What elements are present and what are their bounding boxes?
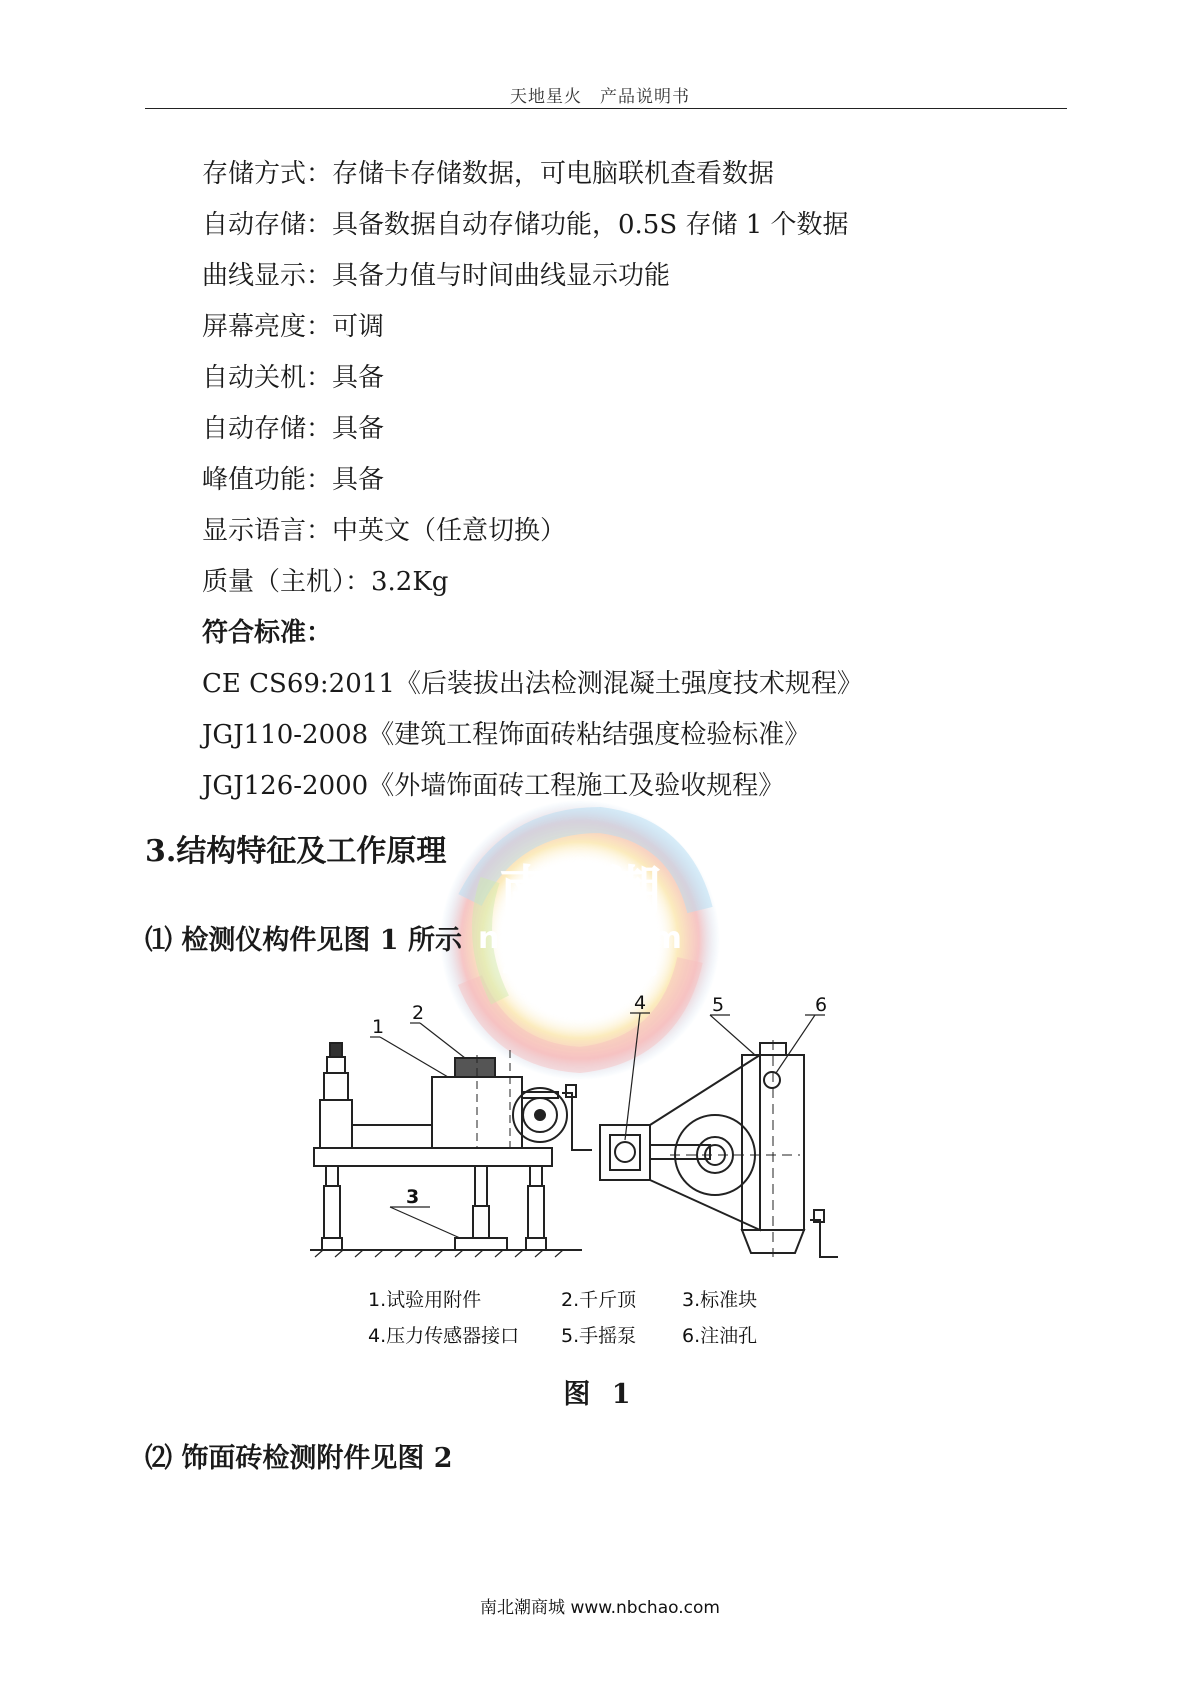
standards-heading: 符合标准： — [202, 618, 333, 648]
legend-item: 2.千斤顶 — [561, 1289, 637, 1311]
legend-item: 1.试验用附件 — [368, 1289, 482, 1311]
spec-line: 自动存储：具备 — [202, 414, 385, 444]
standard-item: JGJ110-2008《建筑工程饰面砖粘结强度检验标准》 — [202, 720, 811, 750]
page-footer: 南北潮商城 www.nbchao.com — [480, 1598, 720, 1618]
legend-item: 3.标准块 — [682, 1289, 758, 1311]
watermark-brand: 南北潮 — [499, 860, 661, 923]
spec-line: 质量（主机）：3.2Kg — [202, 567, 449, 597]
figure-1-legend — [368, 1285, 757, 1357]
spec-line: 峰值功能：具备 — [202, 465, 385, 495]
spec-line: 显示语言：中英文（任意切换） — [202, 516, 567, 546]
standard-item: CE CS69:2011《后装拔出法检测混凝土强度技术规程》 — [202, 669, 863, 699]
spec-line: 曲线显示：具备力值与时间曲线显示功能 — [202, 261, 671, 291]
figure-1-caption: 图 1 — [563, 1379, 637, 1410]
callout-1: 1 — [372, 1016, 385, 1038]
watermark-site: nbchao.com — [478, 921, 682, 956]
legend-item: 4.压力传感器接口 — [368, 1325, 520, 1347]
spec-list — [202, 156, 863, 819]
callout-5: 5 — [712, 995, 725, 1016]
legend-item: 6.注油孔 — [682, 1325, 758, 1347]
legend-row — [368, 1285, 757, 1321]
spec-line: 自动存储：具备数据自动存储功能，0.5S 存储 1 个数据 — [202, 210, 849, 240]
callout-6: 6 — [815, 995, 828, 1016]
legend-item: 5.手摇泵 — [561, 1325, 637, 1347]
watermark-phone: 400-600-7498 — [502, 957, 658, 981]
header-divider — [145, 108, 1067, 109]
section-title: 3.结构特征及工作原理 — [145, 834, 447, 869]
subsection-title-2: ⑵ 饰面砖检测附件见图 2 — [145, 1443, 453, 1474]
spec-line: 屏幕亮度：可调 — [202, 312, 385, 342]
legend-row — [368, 1321, 757, 1357]
figure-1-drawing — [310, 995, 935, 1280]
standard-item: JGJ126-2000《外墙饰面砖工程施工及验收规程》 — [202, 771, 785, 801]
callout-3: 3 — [406, 1186, 420, 1208]
subsection-title-1: ⑴ 检测仪构件见图 1 所示 — [145, 925, 462, 956]
callout-2: 2 — [412, 1002, 425, 1024]
spec-line: 存储方式：存储卡存储数据，可电脑联机查看数据 — [202, 159, 775, 189]
callout-4: 4 — [634, 995, 647, 1014]
page-header: 天地星火 产品说明书 — [510, 87, 690, 107]
spec-line: 自动关机：具备 — [202, 363, 385, 393]
